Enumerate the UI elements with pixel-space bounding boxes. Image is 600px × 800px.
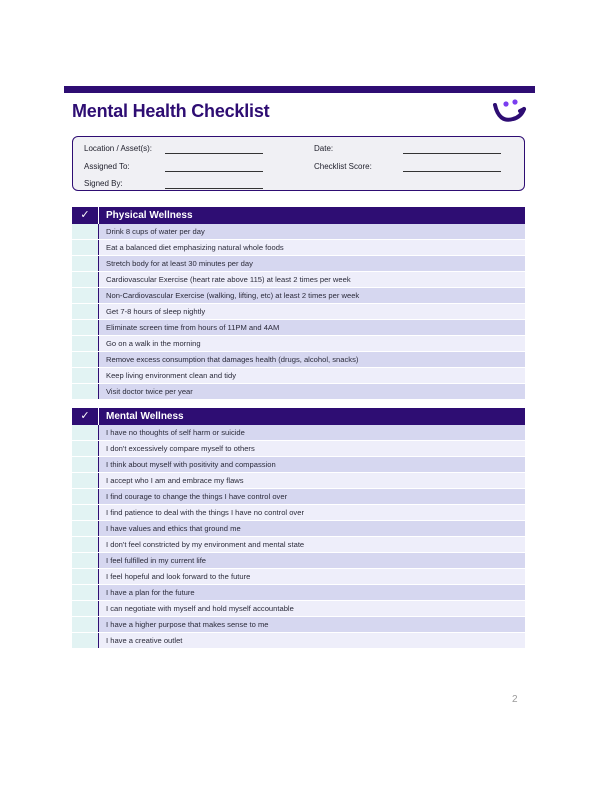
checkbox[interactable]: [72, 272, 99, 287]
checkbox[interactable]: [72, 352, 99, 367]
checklist-item-label: I accept who I am and embrace my flaws: [106, 476, 244, 485]
checklist-item-label: I have a higher purpose that makes sense to me: [106, 620, 269, 629]
checkbox[interactable]: [72, 224, 99, 239]
checklist-row: [72, 336, 525, 352]
checklist-row: [72, 505, 525, 521]
checkbox[interactable]: [72, 617, 99, 632]
checklist-item-label: Go on a walk in the morning: [106, 339, 201, 348]
checkbox[interactable]: [72, 368, 99, 383]
checklist-item-label: I feel hopeful and look forward to the future: [106, 572, 251, 581]
checklist-row: [72, 489, 525, 505]
checkbox[interactable]: [72, 601, 99, 616]
checkbox[interactable]: [72, 537, 99, 552]
checklist-row: [72, 617, 525, 633]
checklist-info-box: [72, 136, 525, 191]
checkbox[interactable]: [72, 633, 99, 648]
checkbox[interactable]: [72, 441, 99, 456]
checklist-row: [72, 601, 525, 617]
checklist-item-label: Remove excess consumption that damages health (drugs, alcohol, snacks): [106, 355, 359, 364]
checklist-item-label: I have a creative outlet: [106, 636, 183, 645]
location-label: Location / Asset(s):: [84, 144, 153, 153]
checklist-row: [72, 537, 525, 553]
mental-wellness-list: [72, 425, 525, 649]
checkmark-icon: ✓: [72, 408, 99, 425]
checklist-row: [72, 585, 525, 601]
checklist-item-label: I think about myself with positivity and compassion: [106, 460, 276, 469]
checkbox[interactable]: [72, 585, 99, 600]
checklist-row: [72, 441, 525, 457]
physical-wellness-header: [72, 207, 525, 224]
location-field: [84, 144, 152, 153]
checklist-row: [72, 224, 525, 240]
checkbox[interactable]: [72, 288, 99, 303]
mental-wellness-title: Mental Wellness: [106, 411, 184, 422]
top-accent-bar: [64, 86, 535, 93]
physical-wellness-title: Physical Wellness: [106, 210, 193, 221]
page-number: 2: [512, 694, 518, 705]
smile-logo-icon: [491, 97, 529, 125]
checkbox[interactable]: [72, 553, 99, 568]
checklist-item-label: I have no thoughts of self harm or suicide: [106, 428, 245, 437]
checklist-item-label: Visit doctor twice per year: [106, 387, 193, 396]
checkbox[interactable]: [72, 457, 99, 472]
physical-wellness-list: [72, 224, 525, 400]
checklist-row: [72, 425, 525, 441]
checklist-item-label: I have a plan for the future: [106, 588, 195, 597]
checklist-row: [72, 368, 525, 384]
checklist-item-label: Non-Cardiovascular Exercise (walking, lifting, etc) at least 2 times per week: [106, 291, 360, 300]
assigned-label: Assigned To:: [84, 162, 130, 171]
checklist-row: [72, 288, 525, 304]
checkbox[interactable]: [72, 473, 99, 488]
score-label: Checklist Score:: [314, 162, 372, 171]
checklist-item-label: Drink 8 cups of water per day: [106, 227, 205, 236]
checklist-row: [72, 457, 525, 473]
checkbox[interactable]: [72, 425, 99, 440]
checkbox[interactable]: [72, 320, 99, 335]
checklist-row: [72, 304, 525, 320]
checklist-row: [72, 569, 525, 585]
checklist-item-label: I feel fulfilled in my current life: [106, 556, 207, 565]
checkbox[interactable]: [72, 384, 99, 399]
checklist-item-label: Keep living environment clean and tidy: [106, 371, 237, 380]
signed-label: Signed By:: [84, 179, 123, 188]
checkbox[interactable]: [72, 489, 99, 504]
checklist-item-label: Get 7-8 hours of sleep nightly: [106, 307, 206, 316]
checklist-row: [72, 352, 525, 368]
checklist-row: [72, 473, 525, 489]
checklist-row: [72, 240, 525, 256]
checklist-item-label: I have values and ethics that ground me: [106, 524, 241, 533]
checklist-item-label: I don't excessively compare myself to others: [106, 444, 255, 453]
checklist-item-label: Eliminate screen time from hours of 11PM and 4AM: [106, 323, 280, 332]
checklist-row: [72, 384, 525, 400]
checklist-item-label: I find courage to change the things I have control over: [106, 492, 288, 501]
checkbox[interactable]: [72, 521, 99, 536]
checkbox[interactable]: [72, 505, 99, 520]
date-label: Date:: [314, 144, 334, 153]
checklist-row: [72, 521, 525, 537]
checklist-item-label: Stretch body for at least 30 minutes per day: [106, 259, 253, 268]
checklist-row: [72, 553, 525, 569]
date-field: [314, 144, 333, 153]
checklist-row: [72, 320, 525, 336]
checkbox[interactable]: [72, 336, 99, 351]
checklist-row: [72, 272, 525, 288]
page-title: Mental Health Checklist: [72, 101, 270, 121]
checkbox[interactable]: [72, 256, 99, 271]
score-field: [314, 162, 372, 171]
checkbox[interactable]: [72, 240, 99, 255]
checklist-item-label: Eat a balanced diet emphasizing natural whole foods: [106, 243, 284, 252]
checklist-item-label: I don't feel constricted by my environment and mental state: [106, 540, 305, 549]
checkmark-icon: ✓: [72, 207, 99, 224]
assigned-field: [84, 162, 130, 171]
checklist-row: [72, 633, 525, 649]
checkbox[interactable]: [72, 569, 99, 584]
checklist-row: [72, 256, 525, 272]
checkbox[interactable]: [72, 304, 99, 319]
checklist-item-label: I find patience to deal with the things I have no control over: [106, 508, 304, 517]
checklist-item-label: Cardiovascular Exercise (heart rate above 115) at least 2 times per week: [106, 275, 351, 284]
checklist-item-label: I can negotiate with myself and hold myself accountable: [106, 604, 294, 613]
mental-wellness-header: [72, 408, 525, 425]
signed-field: [84, 179, 123, 188]
